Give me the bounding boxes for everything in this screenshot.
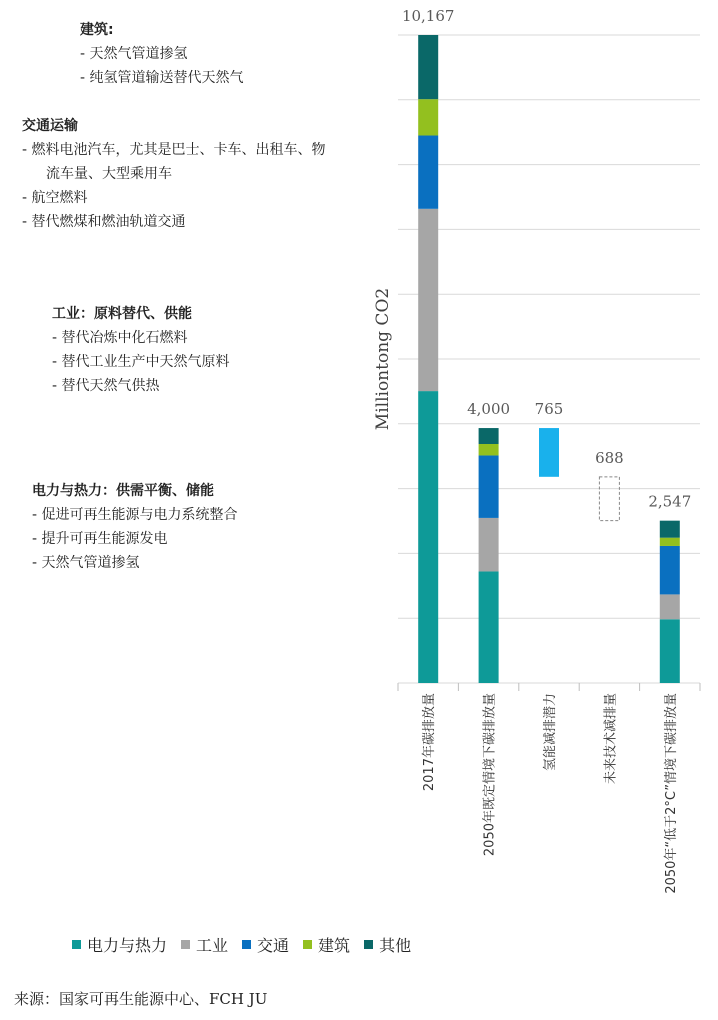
bar-segment (479, 455, 499, 517)
legend-item (364, 933, 411, 956)
bar-segment (660, 594, 680, 619)
legend-label: 交通 (257, 936, 290, 955)
legend-item (303, 933, 350, 956)
bar-segment (479, 428, 499, 444)
bar-segment (660, 546, 680, 594)
bar-segment (418, 391, 438, 683)
bar-segment (418, 99, 438, 135)
chart-legend (72, 933, 425, 956)
annotation-title: 电力与热力：供需平衡、储能 (32, 483, 214, 499)
annotation-item: - 提升可再生能源发电 (32, 531, 168, 547)
bar-floating (539, 428, 559, 477)
bar-segment (418, 35, 438, 99)
data-label: 10,167 (401, 7, 455, 25)
bar-segment (660, 538, 680, 546)
legend-label: 其他 (379, 936, 412, 955)
annotation-title: 工业：原料替代、供能 (52, 306, 192, 322)
annotation-item: - 替代天然气供热 (52, 378, 160, 394)
annotation-item: - 天然气管道掺氢 (80, 46, 188, 62)
annotation-item: - 天然气管道掺氢 (32, 555, 140, 571)
annotation-item: 流车量、大型乘用车 (46, 166, 172, 182)
bar-floating-dashed (599, 477, 619, 521)
legend-item (242, 933, 289, 956)
data-label: 688 (595, 448, 624, 467)
bar-segment (479, 444, 499, 455)
legend-label: 工业 (196, 936, 229, 955)
legend-item (72, 933, 167, 956)
legend-swatch (303, 940, 312, 949)
category-label: 2050年既定情境下碳排放量 (482, 693, 498, 857)
category-label: 2050年“低于2°C”情境下碳排放量 (663, 693, 679, 894)
annotation-title: 建筑: (80, 22, 114, 38)
legend-swatch (242, 940, 251, 949)
bar-segment (418, 136, 438, 209)
annotation-item: - 纯氢管道输送替代天然气 (80, 70, 244, 86)
source-note: 来源：国家可再生能源中心、FCH JU (14, 990, 268, 1008)
annotation-item: - 替代工业生产中天然气原料 (52, 354, 230, 370)
annotation-title: 交通运输 (22, 118, 78, 134)
category-label: 2017年碳排放量 (422, 693, 438, 792)
annotation-item: - 替代冶炼中化石燃料 (52, 330, 188, 346)
legend-swatch (181, 940, 190, 949)
legend-label: 建筑 (318, 936, 351, 955)
bar-segment (660, 619, 680, 683)
bar-segment (479, 571, 499, 683)
data-label: 765 (534, 400, 564, 419)
annotation-item: - 燃料电池汽车，尤其是巴士、卡车、出租车、物 (22, 142, 326, 158)
bar-segment (479, 518, 499, 572)
y-axis-label: Milliontong CO2 (373, 287, 393, 431)
bar-segment (418, 209, 438, 391)
legend-item (181, 933, 228, 956)
annotation-item: - 航空燃料 (22, 190, 88, 206)
category-label: 未来技术减排量 (603, 693, 619, 785)
category-label: 氢能减排潜力 (543, 693, 558, 772)
data-label: 4,000 (467, 400, 511, 419)
annotation-item: - 替代燃煤和燃油轨道交通 (22, 214, 186, 230)
legend-swatch (72, 940, 81, 949)
legend-label: 电力与热力 (87, 936, 168, 955)
data-label: 2,547 (648, 492, 692, 511)
annotation-item: - 促进可再生能源与电力系统整合 (32, 507, 238, 523)
bar-segment (660, 521, 680, 538)
legend-swatch (364, 940, 373, 949)
